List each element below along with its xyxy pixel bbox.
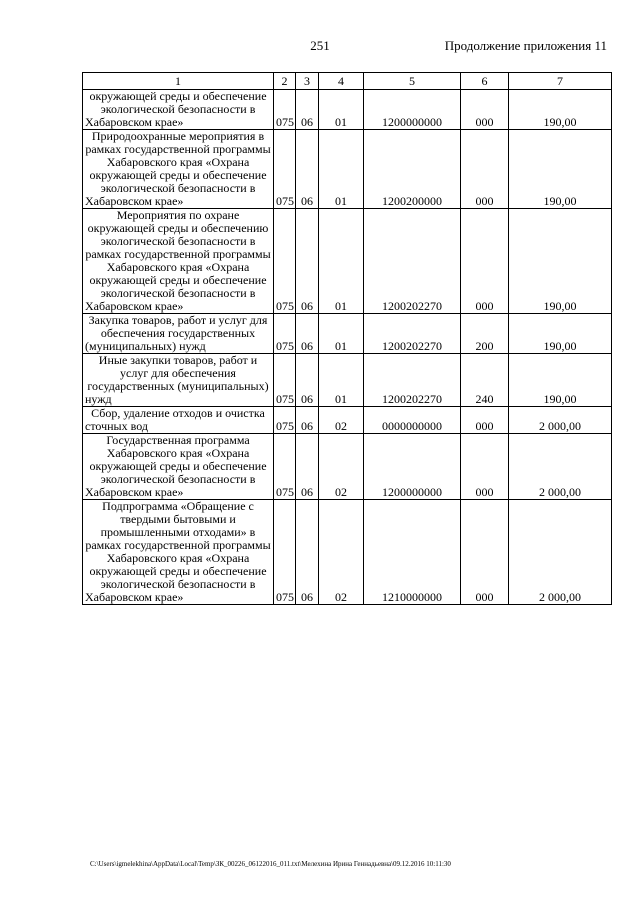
table-row xyxy=(83,209,612,314)
cell-sum: 190,00 xyxy=(509,90,612,130)
cell-code: 075 xyxy=(274,407,296,434)
table-row xyxy=(83,314,612,354)
column-header: 4 xyxy=(319,73,364,90)
cell-section: 06 xyxy=(296,209,319,314)
column-header: 3 xyxy=(296,73,319,90)
cell-target-article: 0000000000 xyxy=(364,407,461,434)
row-name: Иные закупки товаров, работ и услуг для обеспечения государственных (муниципальных) нужд xyxy=(83,354,274,407)
table-row xyxy=(83,434,612,500)
cell-expense-type: 200 xyxy=(461,314,509,354)
cell-expense-type: 240 xyxy=(461,354,509,407)
cell-section: 06 xyxy=(296,500,319,605)
cell-section: 06 xyxy=(296,314,319,354)
cell-section: 06 xyxy=(296,407,319,434)
cell-subsection: 01 xyxy=(319,314,364,354)
cell-code: 075 xyxy=(274,90,296,130)
row-name: Мероприятия по охране окружающей среды и обеспечению экологической безопасности в рамках государственной программы Хабаровского края «Охрана окружающей среды и обеспечение экологической безопасности в Хабаровском крае» xyxy=(83,209,274,314)
cell-sum: 2 000,00 xyxy=(509,434,612,500)
cell-code: 075 xyxy=(274,500,296,605)
cell-section: 06 xyxy=(296,354,319,407)
cell-target-article: 1210000000 xyxy=(364,500,461,605)
cell-sum: 2 000,00 xyxy=(509,407,612,434)
cell-sum: 190,00 xyxy=(509,209,612,314)
row-name: окружающей среды и обеспечение экологической безопасности в Хабаровском крае» xyxy=(83,90,274,130)
cell-code: 075 xyxy=(274,314,296,354)
column-header: 5 xyxy=(364,73,461,90)
row-name: Природоохранные мероприятия в рамках государственной программы Хабаровского края «Охрана окружающей среды и обеспечение экологической безопасности в Хабаровском крае» xyxy=(83,130,274,209)
cell-expense-type: 000 xyxy=(461,209,509,314)
cell-sum: 190,00 xyxy=(509,130,612,209)
cell-subsection: 02 xyxy=(319,500,364,605)
column-header: 2 xyxy=(274,73,296,90)
cell-expense-type: 000 xyxy=(461,130,509,209)
table-row xyxy=(83,90,612,130)
column-header: 7 xyxy=(509,73,612,90)
row-name: Подпрограмма «Обращение с твердыми бытовыми и промышленными отходами» в рамках государственной программы Хабаровского края «Охрана окружающей среды и обеспечение экологической безопасности в Хабаровском крае» xyxy=(83,500,274,605)
cell-expense-type: 000 xyxy=(461,500,509,605)
cell-subsection: 01 xyxy=(319,130,364,209)
row-name: Сбор, удаление отходов и очистка сточных вод xyxy=(83,407,274,434)
cell-subsection: 01 xyxy=(319,209,364,314)
cell-code: 075 xyxy=(274,434,296,500)
cell-sum: 190,00 xyxy=(509,354,612,407)
cell-target-article: 1200202270 xyxy=(364,314,461,354)
cell-subsection: 02 xyxy=(319,434,364,500)
column-header: 1 xyxy=(83,73,274,90)
table-row xyxy=(83,407,612,434)
cell-sum: 2 000,00 xyxy=(509,500,612,605)
cell-target-article: 1200202270 xyxy=(364,209,461,314)
table-row xyxy=(83,130,612,209)
budget-table xyxy=(82,72,612,605)
footer-file-path: C:\Users\igmelekhina\AppData\Local\Temp\ЗК_00226_06122016_011.txt\Мелехина Ирина Геннадьевна\09.12.2016 10:11:30 xyxy=(90,860,451,868)
cell-subsection: 01 xyxy=(319,90,364,130)
table-row xyxy=(83,500,612,605)
cell-section: 06 xyxy=(296,434,319,500)
column-header: 6 xyxy=(461,73,509,90)
cell-section: 06 xyxy=(296,130,319,209)
page-number: 251 xyxy=(310,38,330,53)
table-header-row xyxy=(83,73,612,90)
cell-target-article: 1200000000 xyxy=(364,434,461,500)
cell-code: 075 xyxy=(274,209,296,314)
cell-section: 06 xyxy=(296,90,319,130)
cell-sum: 190,00 xyxy=(509,314,612,354)
cell-code: 075 xyxy=(274,130,296,209)
appendix-continuation-note: Продолжение приложения 11 xyxy=(444,38,607,53)
row-name: Государственная программа Хабаровского края «Охрана окружающей среды и обеспечение экологической безопасности в Хабаровском крае» xyxy=(83,434,274,500)
cell-target-article: 1200202270 xyxy=(364,354,461,407)
cell-subsection: 01 xyxy=(319,354,364,407)
row-name: Закупка товаров, работ и услуг для обеспечения государственных (муниципальных) нужд xyxy=(83,314,274,354)
cell-target-article: 1200200000 xyxy=(364,130,461,209)
cell-expense-type: 000 xyxy=(461,90,509,130)
cell-code: 075 xyxy=(274,354,296,407)
cell-expense-type: 000 xyxy=(461,434,509,500)
cell-expense-type: 000 xyxy=(461,407,509,434)
table-row xyxy=(83,354,612,407)
cell-subsection: 02 xyxy=(319,407,364,434)
cell-target-article: 1200000000 xyxy=(364,90,461,130)
